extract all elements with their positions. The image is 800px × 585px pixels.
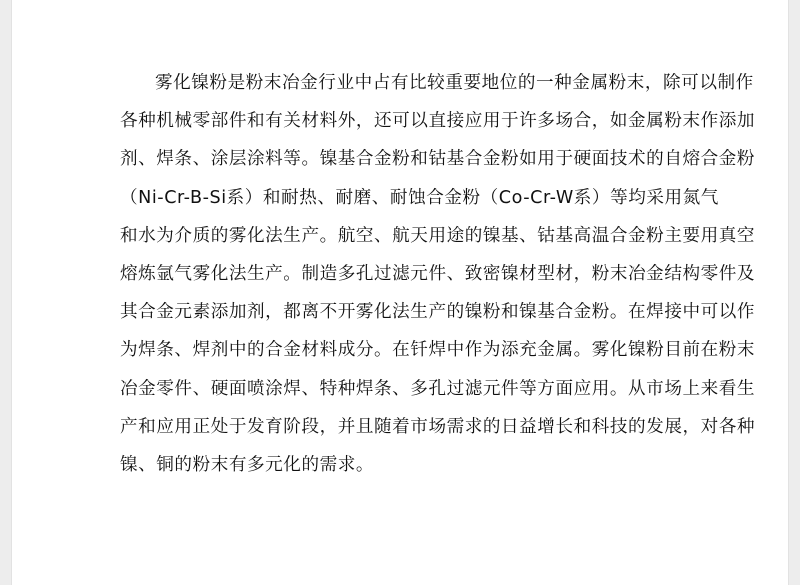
paragraph-line: （Ni-Cr-B-Si系）和耐热、耐磨、耐蚀合金粉（Co-Cr-W系）等均采用氮气 <box>120 187 719 208</box>
body-paragraph <box>120 64 756 484</box>
paragraph-line: 产和应用正处于发育阶段，并且随着市场需求的日益增长和科技的发展，对各种 <box>120 416 756 437</box>
paragraph-line: 其合金元素添加剂，都离不开雾化法生产的镍粉和镍基合金粉。在焊接中可以作 <box>120 302 756 323</box>
document-page <box>12 0 788 585</box>
paragraph-line: 为焊条、焊剂中的合金材料成分。在钎焊中作为添充金属。雾化镍粉目前在粉末 <box>120 340 756 361</box>
paragraph-line: 镍、铜的粉末有多元化的需求。 <box>120 454 375 475</box>
paragraph-line: 熔炼氩气雾化法生产。制造多孔过滤元件、致密镍材型材，粉末冶金结构零件及 <box>120 263 756 284</box>
paragraph-line: 剂、焊条、涂层涂料等。镍基合金粉和钴基合金粉如用于硬面技术的自熔合金粉 <box>120 149 756 170</box>
paragraph-line: 冶金零件、硬面喷涂焊、特种焊条、多孔过滤元件等方面应用。从市场上来看生 <box>120 378 756 399</box>
paragraph-line: 雾化镍粉是粉末冶金行业中占有比较重要地位的一种金属粉末，除可以制作 <box>155 73 754 93</box>
paragraph-line: 和水为介质的雾化法生产。航空、航天用途的镍基、钴基高温合金粉主要用真空 <box>120 225 756 246</box>
paragraph-line: 各种机械零部件和有关材料外，还可以直接应用于许多场合，如金属粉末作添加 <box>120 111 756 132</box>
